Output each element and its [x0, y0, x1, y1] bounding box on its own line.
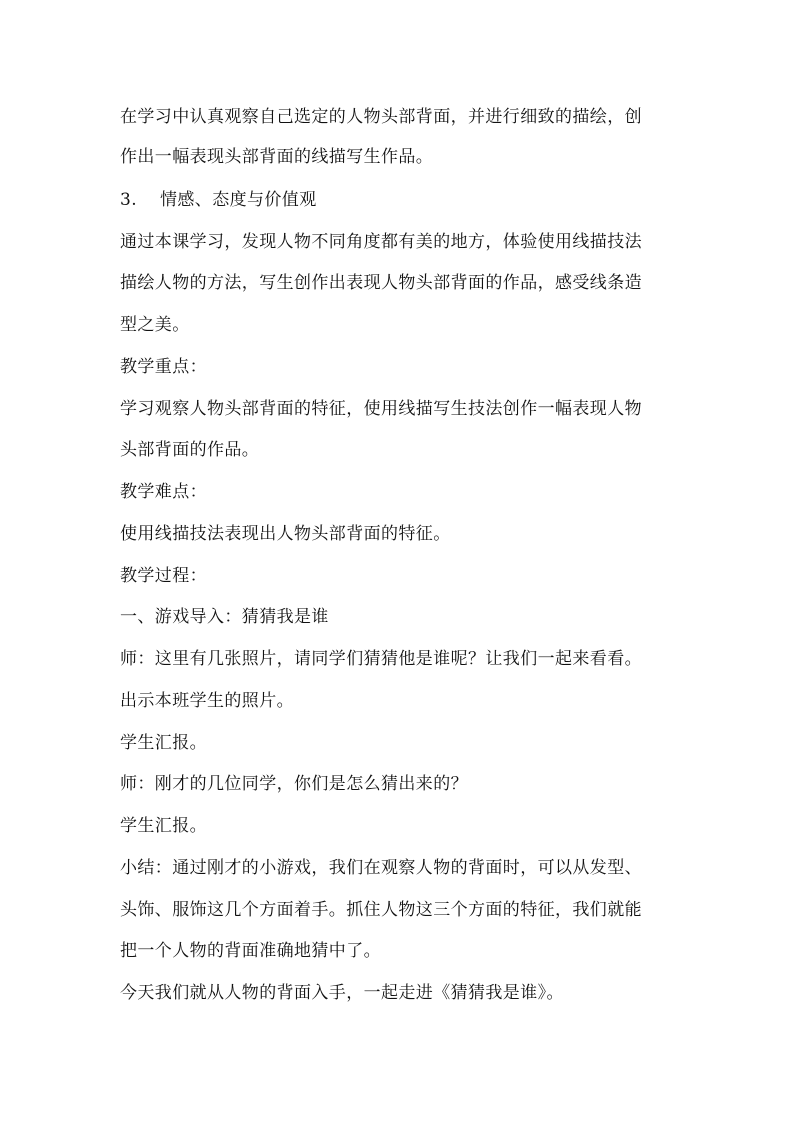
- paragraph-line: 师：这里有几张照片，请同学们猜猜他是谁呢？让我们一起来看看。: [120, 649, 642, 669]
- paragraph-line: 描绘人物的方法，写生创作出表现人物头部背面的作品，感受线条造: [120, 273, 642, 293]
- subheading-difficulties: 教学难点：: [120, 482, 207, 502]
- paragraph-line: 把一个人物的背面准确地猜中了。: [120, 941, 381, 961]
- section-number: 3.: [120, 190, 138, 210]
- paragraph-line: 作出一幅表现头部背面的线描写生作品。: [120, 147, 434, 167]
- section-heading: [120, 188, 700, 212]
- paragraph-line: 小结：通过刚才的小游戏，我们在观察人物的背面时，可以从发型、: [120, 858, 642, 878]
- paragraph-line: 学生汇报。: [120, 816, 207, 836]
- paragraph-line: 头饰、服饰这几个方面着手。抓住人物这三个方面的特征，我们就能: [120, 900, 642, 920]
- paragraph-line: 出示本班学生的照片。: [120, 691, 294, 711]
- paragraph-line: 通过本课学习，发现人物不同角度都有美的地方，体验使用线描技法: [120, 232, 642, 252]
- section-heading-text: 情感、态度与价值观: [160, 190, 317, 210]
- paragraph-line: 学生汇报。: [120, 733, 207, 753]
- paragraph-line: 学习观察人物头部背面的特征，使用线描写生技法创作一幅表现人物: [120, 399, 642, 419]
- subheading-game-intro: 一、游戏导入：猜猜我是谁: [120, 607, 329, 627]
- subheading-key-points: 教学重点：: [120, 357, 207, 377]
- subheading-process: 教学过程：: [120, 566, 207, 586]
- paragraph-line: 使用线描技法表现出人物头部背面的特征。: [120, 524, 451, 544]
- paragraph-line: 师：刚才的几位同学，你们是怎么猜出来的？: [120, 774, 468, 794]
- paragraph-line: 今天我们就从人物的背面入手，一起走进《猜猜我是谁》。: [120, 983, 564, 1003]
- paragraph-line: 在学习中认真观察自己选定的人物头部背面，并进行细致的描绘，创: [120, 107, 642, 127]
- paragraph-line: 头部背面的作品。: [120, 440, 260, 460]
- paragraph-line: 型之美。: [120, 315, 190, 335]
